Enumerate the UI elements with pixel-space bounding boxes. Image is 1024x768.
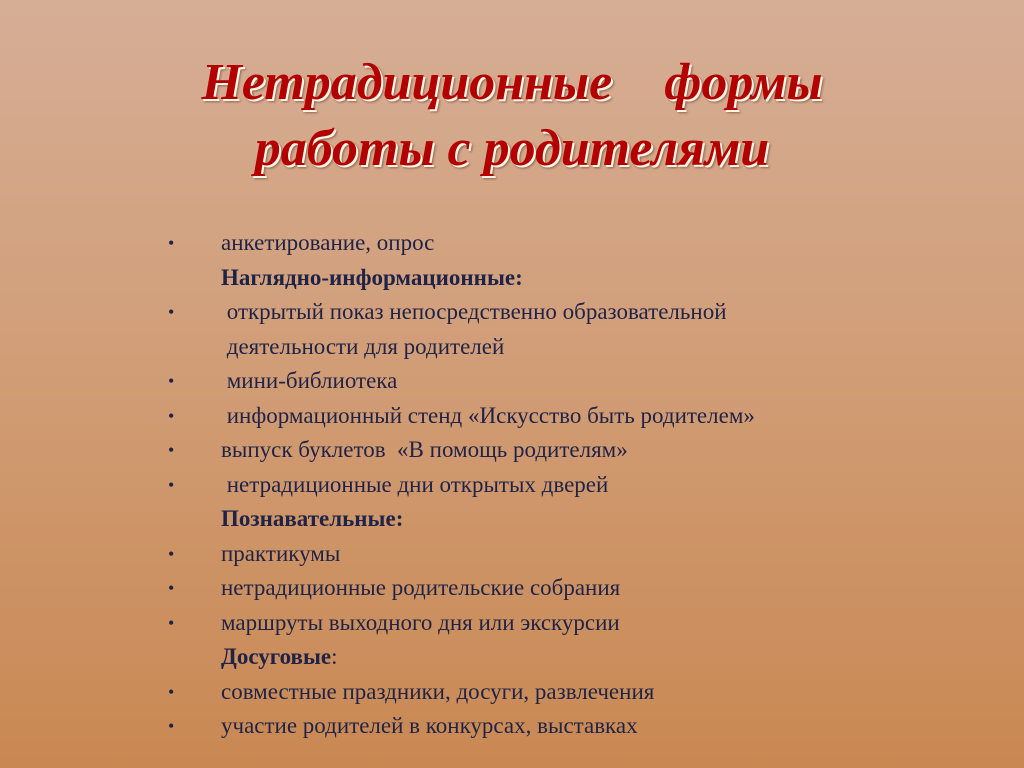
list-item-text: маршруты выходного дня или экскурсии [221, 609, 620, 635]
bullet-icon: • [168, 371, 175, 391]
bullet-icon: • [168, 302, 175, 322]
list-item-text: открытый показ непосредственно образовательной [221, 299, 727, 324]
section-heading-label: Досуговые [221, 644, 332, 669]
bullet-icon: • [168, 543, 175, 564]
list-item-text: практикумы [221, 540, 341, 566]
bullet-icon: • [168, 681, 175, 702]
section-heading-text: Наглядно-информационные: [221, 264, 523, 290]
list-item-text: нетрадиционные дни открытых дверей [221, 471, 609, 497]
bullet-icon: • [168, 233, 175, 253]
slide-title [0, 50, 1024, 182]
list-item-text: выпуск буклетов «В помощь родителям» [221, 437, 628, 462]
title-line-1: Нетрадиционные формы [201, 54, 823, 111]
title-line-2: работы с родителями [254, 120, 770, 177]
section-heading-colon: : [331, 644, 338, 669]
list-item-text: совместные праздники, досуги, развлечения [221, 678, 655, 704]
list-item-text: деятельности для родителей [221, 333, 505, 359]
bullet-icon: • [168, 405, 175, 426]
bullet-icon: • [168, 578, 175, 598]
list-item-text: анкетирование, опрос [221, 230, 435, 255]
list-item-text: информационный стенд «Искусство быть родителем» [221, 402, 755, 428]
list-item-text: участие родителей в конкурсах, выставках [221, 713, 638, 738]
list-item-text: мини-библиотека [221, 368, 398, 393]
bullet-icon: • [168, 474, 175, 495]
list-item-text: нетрадиционные родительские собрания [221, 575, 621, 600]
bullet-icon: • [168, 716, 175, 736]
section-heading-text: Познавательные: [221, 506, 404, 531]
bullet-icon: • [168, 440, 175, 460]
section-heading-text [221, 640, 338, 675]
bullet-icon: • [168, 612, 175, 633]
